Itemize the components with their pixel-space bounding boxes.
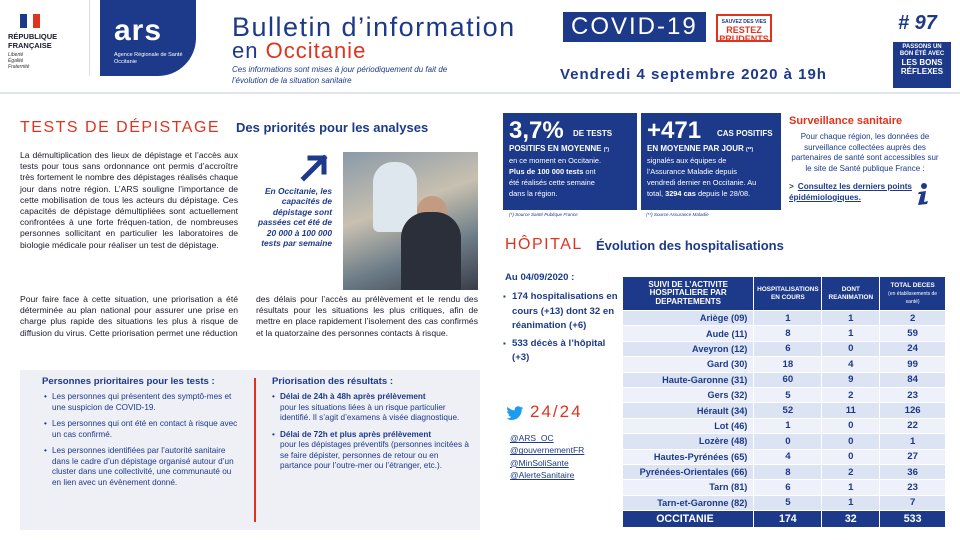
table-cell-department: Gard (30) bbox=[623, 357, 754, 372]
hospital-summary-list bbox=[503, 290, 619, 369]
surveillance-text: Pour chaque région, les données de surveillance collectées auprès des partenaires de santé sont accessibles sur le site de Santé publique France : bbox=[791, 132, 939, 173]
table-cell-reanimation: 2 bbox=[822, 464, 880, 479]
region-title: en Occitanie bbox=[232, 38, 367, 63]
table-cell-hospitalisations: 18 bbox=[754, 357, 822, 372]
twitter-link-ars[interactable]: @ARS_OC bbox=[510, 433, 554, 443]
table-cell-hospitalisations: 4 bbox=[754, 449, 822, 464]
table-cell-hospitalisations: 1 bbox=[754, 311, 822, 326]
daily-cases-caption: CAS POSITIFS bbox=[717, 129, 773, 138]
positive-rate-source: (*) Source Santé Publique France bbox=[509, 212, 578, 217]
table-row bbox=[623, 403, 946, 418]
list-item: • Les personnes identifiées par l’autorité sanitaire dans le cadre d’un dépistage organisé autour d’un cluster dans une collectivité, une communauté ou en lien avec un évènement donné. bbox=[44, 446, 240, 488]
table-cell-deaths: 7 bbox=[880, 495, 946, 510]
list-item: • Délai de 24h à 48h après prélèvement pour les situations liées à un risque particulier identifié. Il s’agit d’examens à visée diagnostique. bbox=[272, 392, 470, 424]
french-flag-icon bbox=[20, 14, 40, 28]
table-cell-reanimation: 1 bbox=[822, 311, 880, 326]
hospital-section-subtitle: Évolution des hospitalisations bbox=[596, 238, 784, 253]
table-cell-department: Aveyron (12) bbox=[623, 341, 754, 356]
table-cell-deaths: 1 bbox=[880, 434, 946, 449]
table-row bbox=[623, 326, 946, 341]
table-cell-hospitalisations: 5 bbox=[754, 495, 822, 510]
table-cell-department: Aude (11) bbox=[623, 326, 754, 341]
priority-results-title: Priorisation des résultats : bbox=[272, 376, 394, 387]
hospital-section-title: HÔPITAL bbox=[505, 236, 583, 253]
table-cell-department: Haute-Garonne (31) bbox=[623, 372, 754, 387]
covid-title-badge: COVID-19 bbox=[563, 12, 706, 42]
table-cell-reanimation: 4 bbox=[822, 357, 880, 372]
table-header-hospitalisations: HOSPITALISATIONS EN COURS bbox=[754, 277, 822, 311]
availability-24-24: 24/24 bbox=[530, 402, 583, 421]
header-subtitle: Ces informations sont mises à jour périodiquement du fait de l’évolution de la situation sanitaire bbox=[232, 65, 448, 85]
table-cell-reanimation: 11 bbox=[822, 403, 880, 418]
daily-cases-value: +471 bbox=[647, 117, 702, 144]
table-cell-deaths: 99 bbox=[880, 357, 946, 372]
table-cell-hospitalisations: 52 bbox=[754, 403, 822, 418]
daily-cases-source: (**) Source Assurance Maladie bbox=[646, 212, 709, 217]
table-cell-department: Gers (32) bbox=[623, 387, 754, 402]
twitter-link-minsolisante[interactable]: @MinSoliSante bbox=[510, 457, 569, 468]
bulletin-date: Vendredi 4 septembre 2020 à 19h bbox=[560, 66, 827, 83]
table-cell-hospitalisations: 5 bbox=[754, 387, 822, 402]
table-cell-hospitalisations: 1 bbox=[754, 418, 822, 433]
arrow-up-right-icon bbox=[300, 152, 330, 182]
table-cell-department: OCCITANIE bbox=[623, 511, 754, 528]
table-row bbox=[623, 311, 946, 326]
ars-subtitle: Agence Régionale de Santé Occitanie bbox=[114, 52, 183, 65]
table-cell-deaths: 27 bbox=[880, 449, 946, 464]
table-row bbox=[623, 341, 946, 356]
table-cell-department: Lot (46) bbox=[623, 418, 754, 433]
table-header-row bbox=[623, 277, 946, 311]
priorities-divider bbox=[254, 378, 256, 522]
table-cell-department: Ariège (09) bbox=[623, 311, 754, 326]
table-cell-deaths: 23 bbox=[880, 387, 946, 402]
rf-name: RÉPUBLIQUE FRANÇAISE bbox=[8, 32, 58, 50]
hospital-date: Au 04/09/2020 : bbox=[505, 272, 575, 283]
restez-prudents-badge: SAUVEZ DES VIES RESTEZ PRUDENTS bbox=[716, 14, 772, 42]
positive-rate-caption: DE TESTS bbox=[573, 129, 613, 138]
list-item: • Délai de 72h et plus après prélèvement pour les dépistages préventifs (personnes incitées à se faire dépister, personnes de retour ou en partance pour l’outre-mer ou l’étranger, etc.). bbox=[272, 430, 470, 472]
twitter-accounts bbox=[510, 432, 584, 481]
priority-results-list bbox=[272, 392, 470, 478]
tests-section-subtitle: Des priorités pour les analyses bbox=[236, 120, 429, 135]
info-icon bbox=[913, 182, 933, 206]
table-row bbox=[623, 434, 946, 449]
table-cell-deaths: 59 bbox=[880, 326, 946, 341]
list-item: ▪ 174 hospitalisations en cours (+13) dont 32 en réanimation (+6) bbox=[503, 290, 619, 334]
twitter-link-gouvernement[interactable]: @gouvernementFR bbox=[510, 445, 585, 456]
page-header bbox=[0, 0, 960, 92]
table-cell-deaths: 533 bbox=[880, 511, 946, 528]
bulletin-title: Bulletin d’information bbox=[232, 12, 516, 42]
photo-caption: En Occitanie, les capacités de dépistage sont passées cet été de 20 000 à 100 000 tests par semaine bbox=[257, 186, 332, 249]
table-cell-deaths: 36 bbox=[880, 464, 946, 479]
table-cell-department: Tarn (81) bbox=[623, 480, 754, 495]
positive-rate-text: en ce moment en Occitanie. Plus de 100 000 tests ont été réalisés cette semaine dans la région. bbox=[509, 156, 602, 198]
table-header-reanimation: DONT REANIMATION bbox=[822, 277, 880, 311]
table-cell-department: Tarn-et-Garonne (82) bbox=[623, 495, 754, 510]
table-row bbox=[623, 495, 946, 510]
republique-francaise-logo bbox=[0, 0, 90, 76]
table-header-deaths: TOTAL DECES (en établissements de santé) bbox=[880, 277, 946, 311]
gestes-barrieres-badge: PASSONS UN BON ÉTÉ AVEC LES BONS RÉFLEXES bbox=[893, 42, 951, 88]
table-cell-reanimation: 1 bbox=[822, 495, 880, 510]
table-row bbox=[623, 357, 946, 372]
table-cell-department: Pyrénées-Orientales (66) bbox=[623, 464, 754, 479]
table-header-department: SUIVI DE L’ACTIVITE HOSPITALIERE PAR DEPARTEMENTS bbox=[623, 277, 754, 311]
table-cell-reanimation: 2 bbox=[822, 387, 880, 402]
list-item: • Les personnes qui présentent des symptô-mes et une suspicion de COVID-19. bbox=[44, 392, 240, 413]
twitter-icon bbox=[506, 406, 524, 421]
daily-cases-caption-2: EN MOYENNE PAR JOUR (**) bbox=[647, 144, 754, 153]
tests-paragraph-2: Pour faire face à cette situation, une priorisation a été déterminée au plan national pour assurer une prise en charge plus rapide des situations les plus à risque de diffusion du virus. Cette priorisation permet une réduction bbox=[20, 294, 238, 338]
issue-number: # 97 bbox=[898, 12, 937, 34]
table-cell-deaths: 22 bbox=[880, 418, 946, 433]
table-cell-reanimation: 0 bbox=[822, 434, 880, 449]
table-cell-department: Lozère (48) bbox=[623, 434, 754, 449]
surveillance-title: Surveillance sanitaire bbox=[789, 115, 903, 127]
table-row bbox=[623, 372, 946, 387]
table-cell-department: Hérault (34) bbox=[623, 403, 754, 418]
twitter-link-alertesanitaire[interactable]: @AlerteSanitaire bbox=[510, 469, 575, 480]
table-cell-hospitalisations: 8 bbox=[754, 326, 822, 341]
rf-motto: Liberté Égalité Fraternité bbox=[8, 52, 30, 70]
positive-rate-card bbox=[503, 113, 637, 210]
priority-persons-title: Personnes prioritaires pour les tests : bbox=[42, 376, 215, 387]
ars-logo bbox=[100, 0, 196, 76]
table-cell-hospitalisations: 174 bbox=[754, 511, 822, 528]
table-row bbox=[623, 418, 946, 433]
table-cell-deaths: 23 bbox=[880, 480, 946, 495]
tests-paragraph-1: La démultiplication des lieux de dépistage et l’accès aux tests pour tous sans ordonnance ont permis d’accroître très fortement le nombre des dépistages réalisés chaque jour dans notre région. L’ARS souligne l’importance de cette mobilisation de tous les acteurs du dépistage. Ces capacités de dépistage démultipliées sont actuellement confrontées à une forte fréquen-tation, de nombreuses personnes sollicitant en particulier les laboratoires de biologie médicale pour réaliser un test de dépistage. bbox=[20, 150, 238, 250]
table-cell-reanimation: 1 bbox=[822, 480, 880, 495]
table-cell-reanimation: 32 bbox=[822, 511, 880, 528]
table-cell-hospitalisations: 8 bbox=[754, 464, 822, 479]
ars-name: ars bbox=[114, 14, 163, 47]
table-cell-reanimation: 0 bbox=[822, 341, 880, 356]
table-total-row bbox=[623, 511, 946, 528]
table-row bbox=[623, 464, 946, 479]
table-cell-hospitalisations: 60 bbox=[754, 372, 822, 387]
table-cell-deaths: 84 bbox=[880, 372, 946, 387]
testing-photo bbox=[343, 152, 478, 290]
table-cell-hospitalisations: 6 bbox=[754, 480, 822, 495]
table-cell-reanimation: 9 bbox=[822, 372, 880, 387]
table-cell-reanimation: 0 bbox=[822, 418, 880, 433]
table-cell-reanimation: 1 bbox=[822, 326, 880, 341]
daily-cases-card bbox=[641, 113, 781, 210]
table-cell-hospitalisations: 6 bbox=[754, 341, 822, 356]
daily-cases-text: signalés aux équipes de l’Assurance Maladie depuis vendredi dernier en Occitanie. Au total, 3294 cas depuis le 28/08. bbox=[647, 156, 757, 198]
positive-rate-value: 3,7% bbox=[509, 117, 564, 144]
table-cell-deaths: 24 bbox=[880, 341, 946, 356]
table-row bbox=[623, 480, 946, 495]
list-item: ▪ 533 décès à l’hôpital (+3) bbox=[503, 337, 619, 366]
list-item: • Les personnes qui ont été en contact à risque avec un cas confirmé. bbox=[44, 419, 240, 440]
table-row bbox=[623, 449, 946, 464]
table-cell-hospitalisations: 0 bbox=[754, 434, 822, 449]
table-row bbox=[623, 387, 946, 402]
table-cell-deaths: 2 bbox=[880, 311, 946, 326]
tests-section-title: TESTS DE DÉPISTAGE bbox=[20, 119, 221, 136]
hospital-activity-table bbox=[622, 276, 946, 528]
priority-persons-list bbox=[44, 392, 240, 494]
positive-rate-caption-2: POSITIFS EN MOYENNE (*) bbox=[509, 144, 609, 153]
table-cell-department: Hautes-Pyrénées (65) bbox=[623, 449, 754, 464]
header-divider bbox=[0, 92, 960, 94]
tests-paragraph-3: des délais pour l’accès au prélèvement et le rendu des résultats pour les situations les plus critiques, afin de mettre en place rapidement l’isolement des cas confirmés et la quatorzaine des personnes contacts à risque. bbox=[256, 294, 478, 338]
table-cell-deaths: 126 bbox=[880, 403, 946, 418]
epidemiological-points-link[interactable]: > Consultez les derniers points épidémiologiques. bbox=[789, 182, 912, 202]
table-cell-reanimation: 0 bbox=[822, 449, 880, 464]
